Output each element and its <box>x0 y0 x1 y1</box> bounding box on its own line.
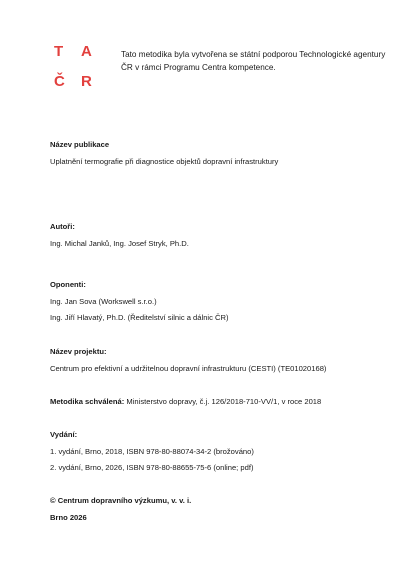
editions-heading: Vydání: <box>50 430 78 439</box>
edition-item: 2. vydání, Brno, 2026, ISBN 978-80-88655-75-6 (online; pdf) <box>50 463 254 472</box>
opponent-item: Ing. Jan Sova (Workswell s.r.o.) <box>50 297 157 306</box>
opponents-heading: Oponenti: <box>50 280 86 289</box>
place-year: Brno 2026 <box>50 513 87 522</box>
approval-line <box>50 397 380 407</box>
logo-letter-a: A <box>81 43 92 60</box>
edition-item: 1. vydání, Brno, 2018, ISBN 978-80-88074-34-2 (brožováno) <box>50 447 254 456</box>
approval-label: Metodika schválená: <box>50 397 125 406</box>
copyright: © Centrum dopravního výzkumu, v. v. i. <box>50 496 192 505</box>
authors-heading: Autoři: <box>50 222 75 231</box>
funding-statement: Tato metodika byla vytvořena se státní podporou Technologické agentury ČR v rámci Programu Centra kompetence. <box>121 50 386 72</box>
logo-letter-r: R <box>81 73 92 90</box>
publication-heading: Název publikace <box>50 140 110 149</box>
opponent-item: Ing. Jiří Hlavatý, Ph.D. (Ředitelství silnic a dálnic ČR) <box>50 313 229 322</box>
publication-title: Uplatnění termografie při diagnostice objektů dopravní infrastruktury <box>50 157 279 166</box>
authors-names: Ing. Michal Janků, Ing. Josef Stryk, Ph.D. <box>50 239 189 248</box>
logo-letter-c-caron: Č <box>54 73 65 90</box>
tacr-logo <box>50 44 106 94</box>
project-heading: Název projektu: <box>50 347 107 356</box>
approval-text: Ministerstvo dopravy, č.j. 126/2018-710-VV/1, v roce 2018 <box>124 397 322 406</box>
project-name: Centrum pro efektivní a udržitelnou dopravní infrastrukturu (CESTI) (TE01020168) <box>50 364 327 373</box>
logo-letter-t: T <box>54 43 64 60</box>
